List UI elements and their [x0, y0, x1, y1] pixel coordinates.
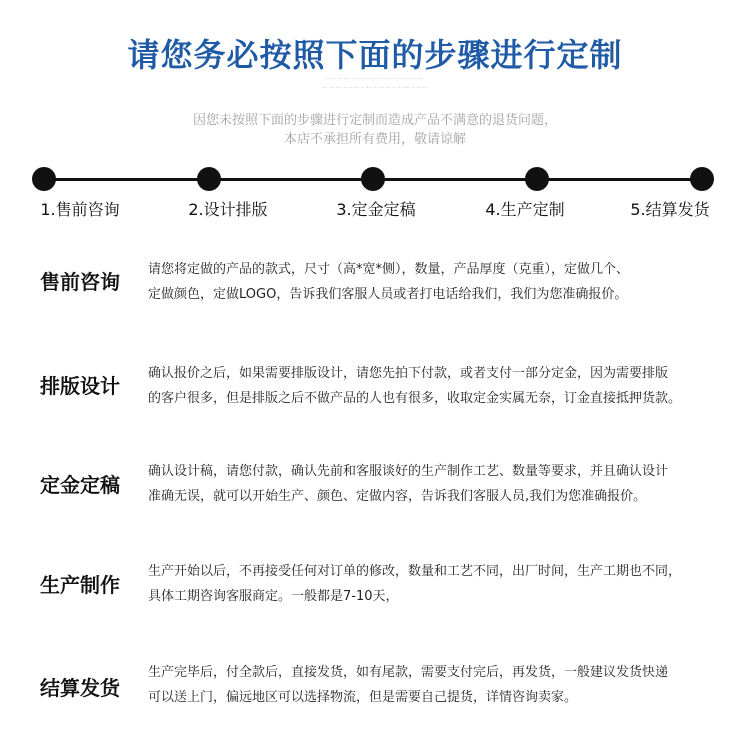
step-label-4: 4.生产定制 — [485, 200, 565, 219]
section-title-deposit: 定金定稿 — [40, 473, 120, 497]
section-text-line: 定做颜色，定做LOGO，告诉我们客服人员或者打电话给我们，我们为您准确报价。 — [148, 287, 628, 302]
section-body-design — [148, 361, 723, 411]
section-text-line: 确认设计稿，请您付款，确认先前和客服谈好的生产制作工艺、数量等要求，并且确认设计 — [148, 464, 669, 479]
section-title-consult: 售前咨询 — [40, 270, 120, 294]
section-text-line: 确认报价之后，如果需要排版设计，请您先拍下付款，或者支付一部分定金，因为需要排版 — [148, 366, 669, 381]
section-body-consult — [148, 257, 723, 307]
decorative-subtitle-line-2: ··· ··· ···· ·· ··· ··· ·· ···· ··· ··· ··· ·· ··· ···· ·· ··· ··· — [322, 85, 428, 91]
section-body-delivery — [148, 660, 723, 710]
section-body-production — [148, 559, 723, 609]
timeline-dot-1 — [32, 167, 56, 191]
section-title-delivery: 结算发货 — [40, 676, 120, 700]
notice-line-1: 因您未按照下面的步骤进行定制而造成产品不满意的退货问题， — [192, 113, 557, 128]
timeline-dot-5 — [690, 167, 714, 191]
section-body-deposit — [148, 459, 723, 509]
section-text-line: 的客户很多，但是排版之后不做产品的人也有很多，收取定金实属无奈，订金直接抵押货款。 — [148, 391, 682, 406]
page-title: 请您务必按照下面的步骤进行定制 — [127, 36, 623, 74]
section-title-production: 生产制作 — [40, 573, 120, 597]
section-text-line: 可以送上门，偏远地区可以选择物流，但是需要自己提货，详情咨询卖家。 — [148, 690, 578, 705]
notice-line-2: 本店不承担所有费用，敬请谅解 — [283, 132, 466, 147]
timeline-dot-2 — [197, 167, 221, 191]
step-label-5: 5.结算发货 — [630, 200, 710, 219]
decorative-subtitle-line-1: ··· ·· ··· ···· ·· ··· ··· ···· · ·· ···· ·· ··· ·· ···· ···· — [326, 76, 424, 82]
section-text-line: 请您将定做的产品的款式，尺寸（高*宽*侧），数量，产品厚度（克重），定做几个、 — [148, 262, 630, 277]
step-label-1: 1.售前咨询 — [40, 200, 120, 219]
timeline-dot-4 — [525, 167, 549, 191]
section-text-line: 生产完毕后，付全款后，直接发货，如有尾款，需要支付完后，再发货，一般建议发货快递 — [148, 665, 669, 680]
section-title-design: 排版设计 — [40, 374, 120, 398]
timeline-dot-3 — [361, 167, 385, 191]
section-text-line: 生产开始以后，不再接受任何对订单的修改，数量和工艺不同，出厂时间，生产工期也不同， — [148, 564, 682, 579]
section-text-line: 准确无误，就可以开始生产、颜色、定做内容，告诉我们客服人员,我们为您准确报价。 — [148, 489, 647, 504]
step-label-2: 2.设计排版 — [188, 200, 268, 219]
step-label-3: 3.定金定稿 — [336, 200, 416, 219]
section-text-line: 具体工期咨询客服商定。一般都是7-10天， — [148, 589, 399, 604]
